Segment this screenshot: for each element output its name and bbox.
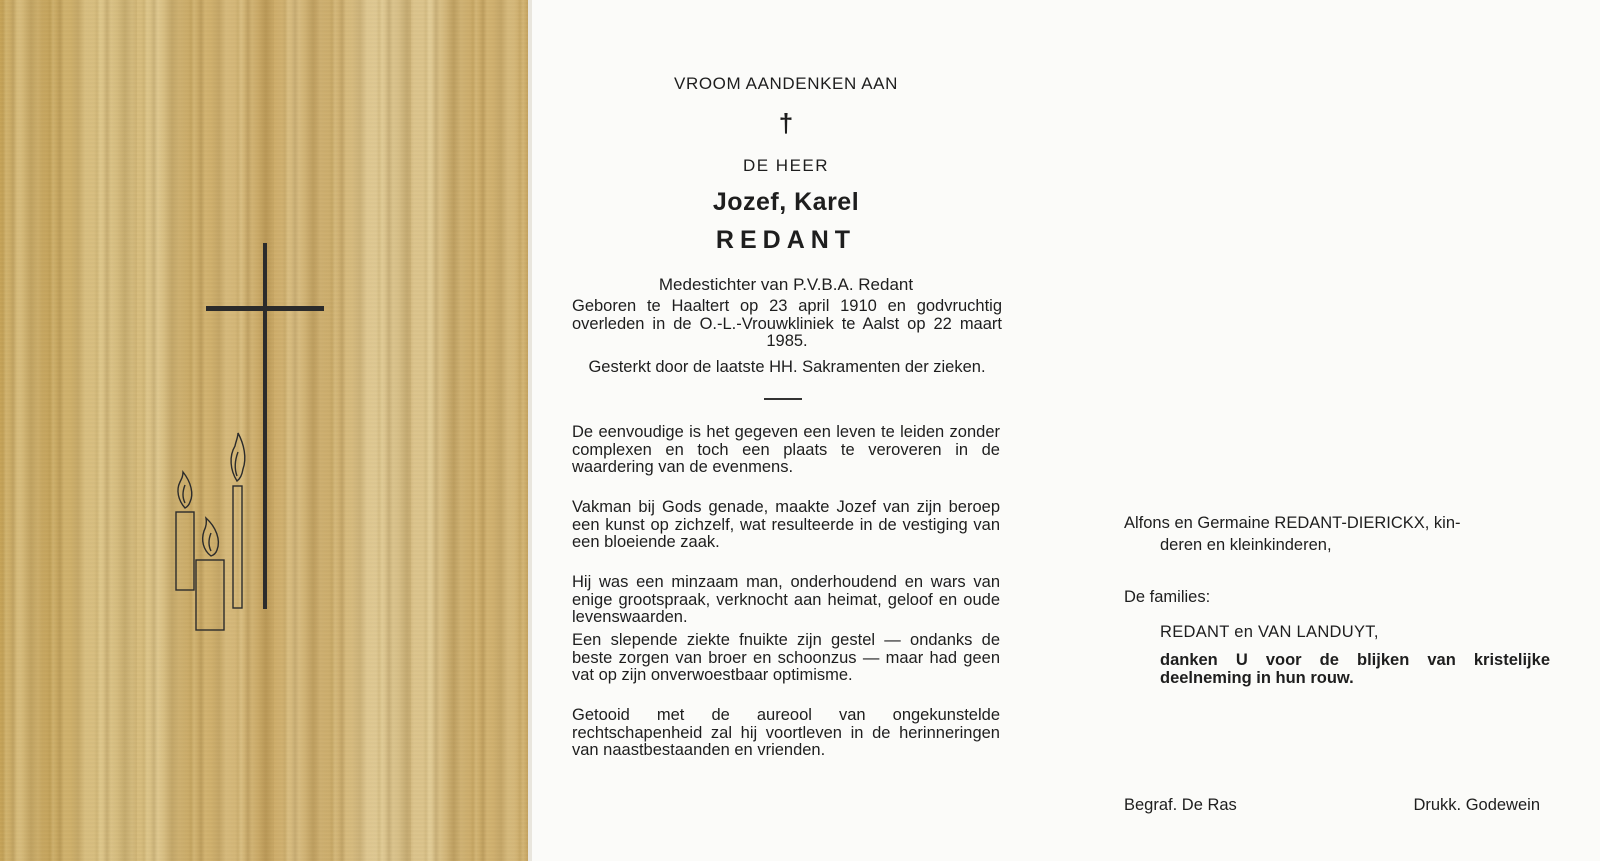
undertaker: Begraf. De Ras: [1124, 796, 1237, 814]
cover-panel: [0, 0, 530, 861]
divider: [764, 398, 802, 400]
title: DE HEER: [742, 156, 830, 175]
families-label: De families:: [1124, 588, 1211, 606]
heading: VROOM AANDENKEN AAN: [674, 74, 898, 93]
body-paragraph: De eenvoudige is het gegeven een leven te leiden zonder complexen en toch een plaats te veroveren in de waardering van de evenmens.: [572, 423, 1000, 476]
surname: REDANT: [715, 226, 857, 254]
cover-artwork: [0, 0, 530, 861]
body-paragraph: Getooid met de aureool van ongekunstelde rechtschapenheid zal hij voortleven in de herinneringen van naastbestaanden en vrienden.: [572, 706, 1000, 759]
family-text: [1124, 512, 1554, 556]
body-paragraph: Een slepende ziekte fnuikte zijn gestel — ondanks de beste zorgen van broer en schoonzus — maar had geen vat op zijn onverwoestbaar optimisme.: [572, 631, 1000, 684]
thanks-text: danken U voor de blijken van kristelijke deelneming in hun rouw.: [1160, 651, 1550, 687]
thanks-panel: [1110, 0, 1560, 861]
body-paragraph: Hij was een minzaam man, onderhoudend en wars van enige grootspraak, verknocht aan heimat, geloof en oude levenswaarden.: [572, 573, 1000, 626]
cross-icon: [206, 243, 324, 609]
candle-icon: [176, 433, 245, 630]
families-names: REDANT en VAN LANDUYT,: [1160, 623, 1379, 641]
subtitle: Medestichter van P.V.B.A. Redant: [658, 275, 914, 294]
family-line-2: deren en kleinkinderen,: [1160, 536, 1332, 554]
family-line-1: Alfons en Germaine REDANT-DIERICKX, kin-: [1124, 514, 1461, 532]
birth-death-text: Geboren te Haaltert op 23 april 1910 en godvruchtig overleden in de O.-L.-Vrouwkliniek te Aalst op 22 maart 1985.: [572, 297, 1002, 350]
body-paragraph: Vakman bij Gods genade, maakte Jozef van zijn beroep een kunst op zichzelf, wat resulteerde in de vestiging van een bloeiende zaak.: [572, 498, 1000, 551]
fold-edge: [528, 0, 532, 861]
first-names: Jozef, Karel: [712, 188, 860, 216]
cross-symbol-icon: †: [778, 108, 794, 138]
obituary-panel: [566, 0, 1006, 861]
sacraments-text: Gesterkt door de laatste HH. Sakramenten der zieken.: [588, 358, 986, 376]
printer: Drukk. Godewein: [1413, 796, 1540, 814]
